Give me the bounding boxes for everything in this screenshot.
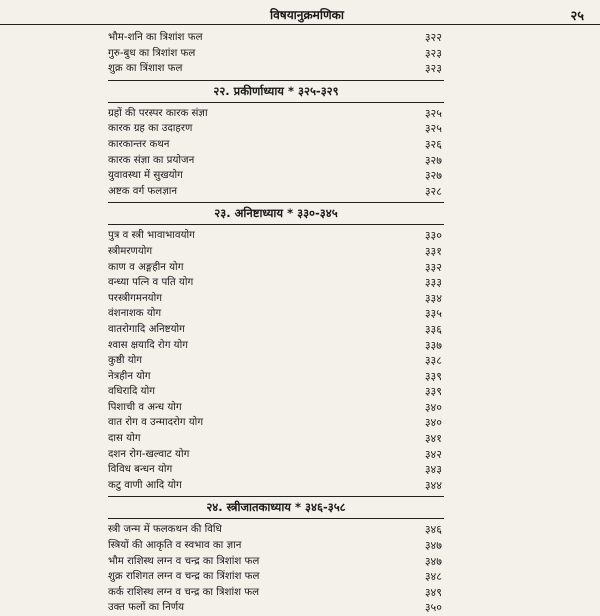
- entry-page-number: ३३०: [424, 229, 442, 243]
- entry-title: ग्रहों की परस्पर कारक संज्ञा: [108, 107, 208, 119]
- toc-entry: [108, 478, 448, 494]
- page-header: [0, 4, 600, 25]
- entry-page-number: ३३९: [424, 369, 442, 383]
- entry-title: युवावस्था में सुखयोग: [108, 170, 183, 182]
- entry-page-number: ३३९: [424, 385, 442, 399]
- entry-page-number: ३४०: [424, 400, 442, 414]
- toc-entry: [108, 306, 448, 322]
- entry-page-number: ३२३: [424, 46, 442, 60]
- toc-entry: [108, 228, 448, 244]
- entry-page-number: ३२५: [424, 106, 442, 120]
- toc-entry: [108, 260, 448, 276]
- toc-entry: [108, 400, 448, 416]
- entry-title: वंशनाशक योग: [108, 308, 162, 320]
- entry-title: वात रोग व उन्मादरोग योग: [108, 417, 204, 429]
- toc-entry: [108, 275, 448, 291]
- toc-entry: [108, 462, 448, 478]
- entry-title: दास योग: [108, 433, 141, 445]
- page-number: २५: [570, 9, 584, 24]
- toc-entry: [108, 168, 448, 184]
- toc-entry: [108, 353, 448, 369]
- entry-title: पिशाची व अन्ध योग: [108, 401, 182, 413]
- entry-title: परस्त्रीगमनयोग: [108, 292, 162, 304]
- entry-title: उक्त फलों का निर्णय: [108, 602, 184, 614]
- toc-entry: [108, 46, 448, 62]
- entry-page-number: ३४३: [424, 463, 442, 477]
- entry-page-number: ३२५: [424, 122, 442, 136]
- entry-title: भौम-शनि का त्रिशांश फल: [108, 32, 203, 43]
- entry-title: कारकान्तर कथन: [108, 138, 170, 150]
- entry-page-number: ३४८: [424, 570, 442, 584]
- entry-title: विविध बन्धन योग: [108, 464, 173, 476]
- toc-entry: [108, 322, 448, 338]
- toc-entry: [108, 415, 448, 431]
- entry-title: वन्ध्या पत्नि व पति योग: [108, 277, 194, 289]
- entry-page-number: ३४१: [424, 432, 442, 446]
- toc-entry: [108, 447, 448, 463]
- toc-entry: [108, 384, 448, 400]
- entry-page-number: ३२३: [424, 62, 442, 76]
- entry-page-number: ३४२: [424, 447, 442, 461]
- entry-page-number: ३२२: [424, 31, 442, 44]
- entry-title: कारक ग्रह का उदाहरण: [108, 123, 193, 135]
- entry-page-number: ३३५: [424, 307, 442, 321]
- entry-title: दशन रोग-खल्वाट योग: [108, 448, 190, 460]
- entry-title: वधिरादि योग: [108, 386, 155, 398]
- header-title: विषयानुक्रमणिका: [270, 8, 344, 22]
- toc-entry: [108, 291, 448, 307]
- entry-page-number: ३२७: [424, 153, 442, 167]
- toc-entry: [108, 600, 448, 616]
- entry-title: कुष्ठी योग: [108, 355, 142, 367]
- entry-page-number: ३२७: [424, 169, 442, 183]
- toc-entry: [108, 61, 448, 77]
- entry-title: शुक्र का त्रिंशाश फल: [108, 63, 183, 75]
- toc-entry: [108, 585, 448, 601]
- entry-page-number: ३४७: [424, 554, 442, 568]
- entry-title: कटु वाणी आदि योग: [108, 479, 182, 491]
- entry-title: कर्क राशिस्थ लग्न व चन्द्र का त्रिशांश फल: [108, 586, 260, 598]
- entry-page-number: ३३६: [424, 322, 442, 336]
- toc-entry: [108, 569, 448, 585]
- entry-title: गुरु-बुध का त्रिशांश फल: [108, 47, 196, 59]
- entry-page-number: ३४०: [424, 416, 442, 430]
- toc-entry: [108, 522, 448, 538]
- entry-page-number: ३३२: [424, 260, 442, 274]
- entry-page-number: ३४४: [424, 478, 442, 492]
- entry-page-number: ३५०: [424, 601, 442, 615]
- entry-title: श्वास क्षयादि रोग योग: [108, 339, 188, 351]
- section-heading: २४. स्त्रीजातकाध्याय * ३४६-३५८: [108, 496, 444, 519]
- toc-entry: [108, 431, 448, 447]
- toc-entry: [108, 30, 448, 46]
- toc-entry: [108, 184, 448, 200]
- toc-entry: [108, 538, 448, 554]
- toc-entry: [108, 121, 448, 137]
- entry-page-number: ३४७: [424, 539, 442, 553]
- toc-entry: [108, 137, 448, 153]
- toc-entry: [108, 153, 448, 169]
- entry-page-number: ३३१: [424, 244, 442, 258]
- entry-title: कारक संज्ञा का प्रयोजन: [108, 154, 195, 166]
- entry-title: नेत्रहीन योग: [108, 370, 151, 382]
- entry-title: स्त्रियों की आकृति व स्वभाव का ज्ञान: [108, 540, 242, 552]
- entry-title: भौम राशिस्थ लग्न व चन्द्र का त्रिशांश फल: [108, 555, 260, 567]
- entry-title: वातरोगादि अनिष्टयोग: [108, 323, 185, 335]
- entry-page-number: ३४६: [424, 523, 442, 537]
- entry-title: स्त्री जन्म में फलकथन की विधि: [108, 524, 222, 536]
- table-of-contents: [108, 30, 448, 616]
- toc-entry: [108, 554, 448, 570]
- entry-title: काण व अङ्गहीन योग: [108, 261, 184, 273]
- toc-entry: [108, 106, 448, 122]
- entry-title: स्त्रीमरणयोग: [108, 245, 153, 257]
- entry-page-number: ३२६: [424, 137, 442, 151]
- entry-title: पुत्र व स्त्री भावाभावयोग: [108, 230, 195, 242]
- toc-entry: [108, 369, 448, 385]
- entry-page-number: ३४९: [424, 585, 442, 599]
- entry-page-number: ३३७: [424, 338, 442, 352]
- toc-entry: [108, 244, 448, 260]
- entry-page-number: ३३४: [424, 291, 442, 305]
- entry-page-number: ३३८: [424, 354, 442, 368]
- entry-title: अष्टक वर्ग फलज्ञान: [108, 185, 178, 197]
- entry-page-number: ३३३: [424, 276, 442, 290]
- toc-entry: [108, 338, 448, 354]
- section-heading: २३. अनिष्टाध्याय * ३३०-३४५: [108, 202, 444, 225]
- entry-title: शुक्र राशिगत लग्न व चन्द्र का त्रिंशांश फल: [108, 571, 260, 583]
- entry-page-number: ३२८: [424, 184, 442, 198]
- section-heading: २२. प्रकीर्णाध्याय * ३२५-३२९: [108, 80, 444, 103]
